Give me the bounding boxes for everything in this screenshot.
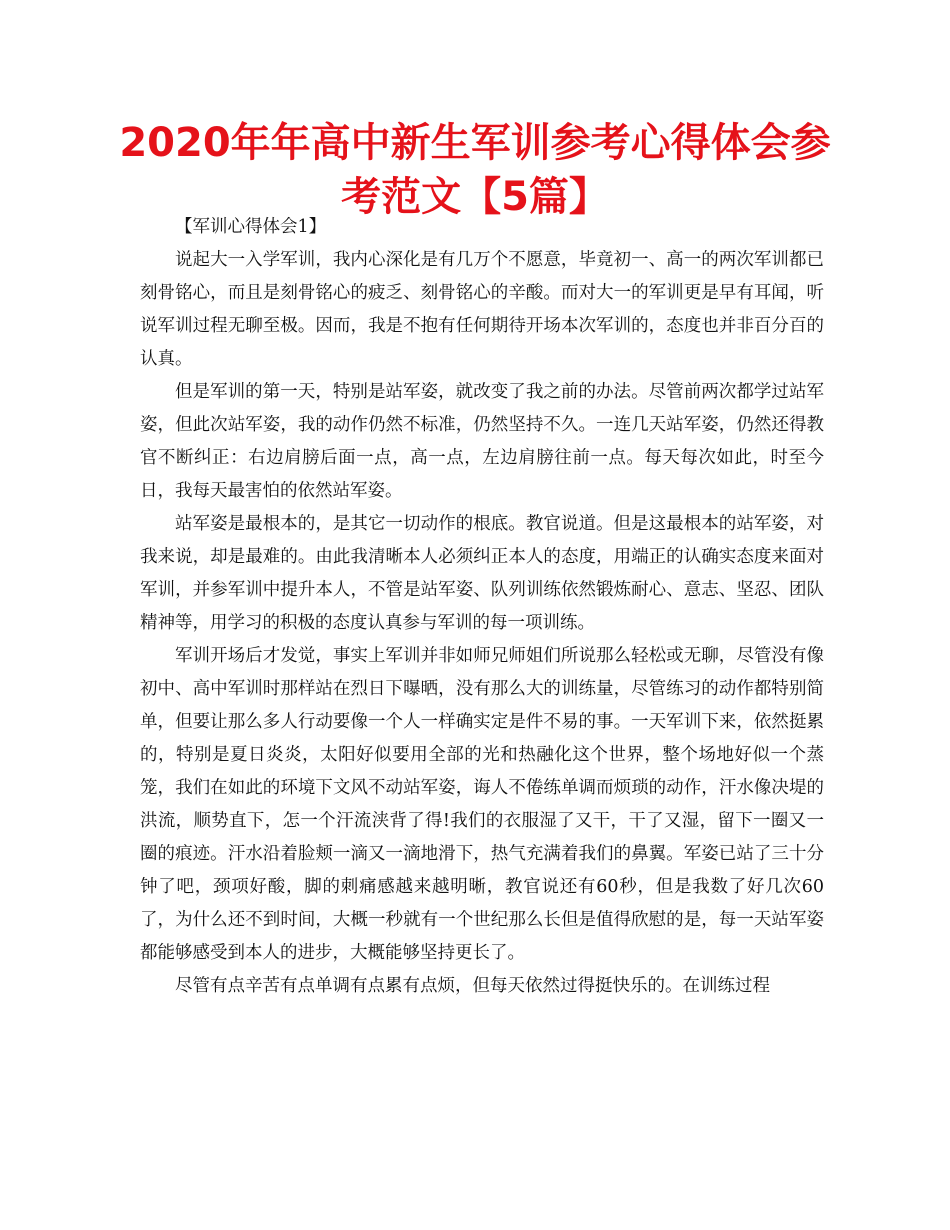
paragraph-3: 站军姿是最根本的，是其它一切动作的根底。教官说道。但是这最根本的站军姿，对我来说，却是最难的。由此我清晰本人必须纠正本人的态度，用端正的认确实态度来面对军训，并参军训中提升本人，不管是站军姿、队列训练依然锻炼耐心、意志、坚忍、团队精神等，用学习的积极的态度认真参与军训的每一项训练。 (140, 514, 824, 633)
section-heading: 【军训心得体会1】 (175, 217, 327, 237)
document-title: 2020年年高中新生军训参考心得体会参考范文【5篇】 (119, 120, 831, 220)
paragraph-5: 尽管有点辛苦有点单调有点累有点烦，但每天依然过得挺快乐的。在训练过程 (175, 976, 770, 996)
paragraph-2: 但是军训的第一天，特别是站军姿，就改变了我之前的办法。尽管前两次都学过站军姿，但此次站军姿，我的动作仍然不标准，仍然坚持不久。一连几天站军姿，仍然还得教官不断纠正：右边肩膀后面一点，高一点，左边肩膀往前一点。每天每次如此，时至今日，我每天最害怕的依然站军姿。 (140, 382, 824, 501)
document-body (140, 244, 824, 1003)
paragraph-1: 说起大一入学军训，我内心深化是有几万个不愿意，毕竟初一、高一的两次军训都已刻骨铭心，而且是刻骨铭心的疲乏、刻骨铭心的辛酸。而对大一的军训更是早有耳闻，听说军训过程无聊至极。因而，我是不抱有任何期待开场本次军训的，态度也并非百分百的认真。 (140, 250, 824, 369)
paragraph-4: 军训开场后才发觉，事实上军训并非如师兄师姐们所说那么轻松或无聊，尽管没有像初中、高中军训时那样站在烈日下曝晒，没有那么大的训练量，尽管练习的动作都特别简单，但要让那么多人行动要像一个人一样确实定是件不易的事。一天军训下来，依然挺累的，特别是夏日炎炎，太阳好似要用全部的光和热融化这个世界，整个场地好似一个蒸笼，我们在如此的环境下文风不动站军姿，诲人不倦练单调而烦琐的动作，汗水像决堤的洪流，顺势直下，怎一个汗流浃背了得!我们的衣服湿了又干，干了又湿，留下一圈又一圈的痕迹。汗水沿着脸颊一滴又一滴地滑下，热气充满着我们的鼻翼。军姿已站了三十分钟了吧，颈项好酸，脚的刺痛感越来越明晰，教官说还有60秒，但是我数了好几次60了，为什么还不到时间，大概一秒就有一个世纪那么长但是值得欣慰的是，每一天站军姿都能够感受到本人的进步，大概能够坚持更长了。 (140, 646, 824, 963)
